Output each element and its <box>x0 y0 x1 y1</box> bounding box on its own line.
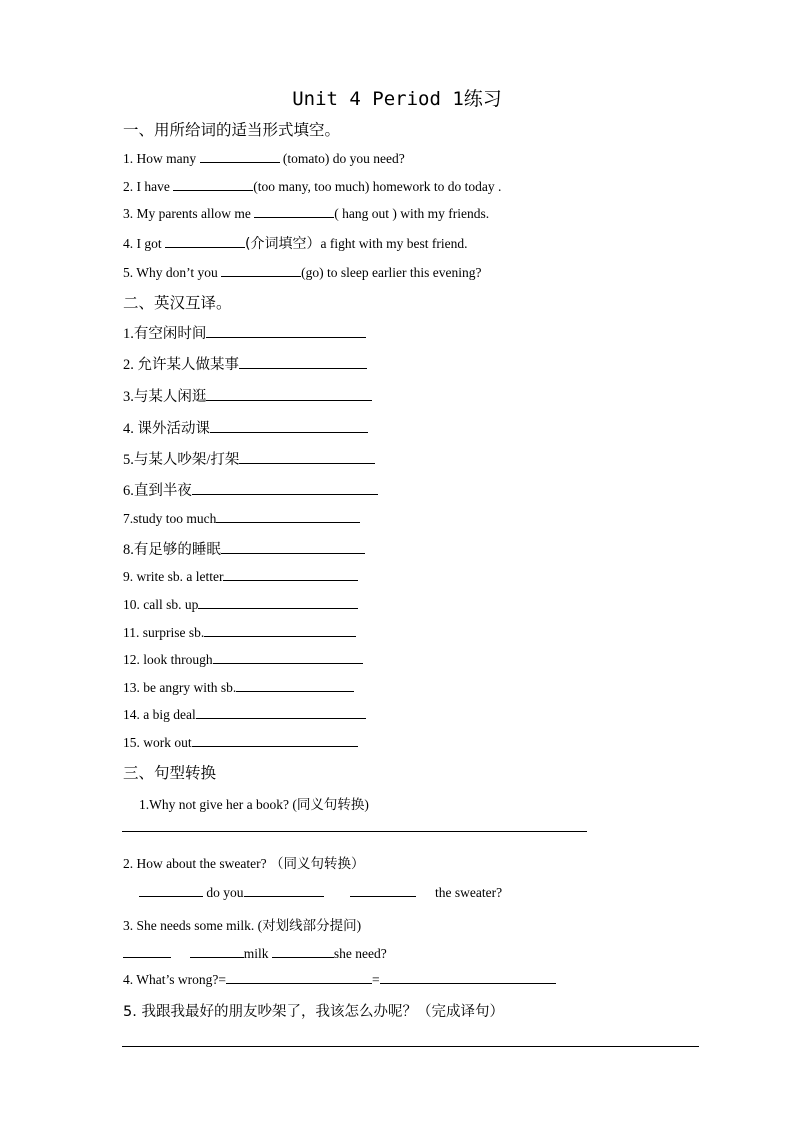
sentence-q4: 4. What’s wrong?= = <box>123 971 556 988</box>
sentence-q1: 1.Why not give her a book? (同义句转换) <box>139 797 369 812</box>
section1-heading: 一、用所给词的适当形式填空。 <box>123 121 341 139</box>
translation-item: 9. write sb. a letter <box>123 568 358 585</box>
answer-blank[interactable] <box>216 510 360 523</box>
translation-item: 5.与某人吵架/打架 <box>123 448 375 469</box>
answer-line[interactable] <box>122 1046 699 1047</box>
answer-blank[interactable] <box>239 356 367 369</box>
answer-blank[interactable] <box>244 884 324 897</box>
translation-item: 2. 允许某人做某事 <box>123 353 367 374</box>
answer-blank[interactable] <box>192 482 378 495</box>
section3-heading: 三、句型转换 <box>123 764 217 782</box>
sentence-q2: 2. How about the sweater? （同义句转换） <box>123 856 365 871</box>
answer-blank[interactable] <box>192 734 358 747</box>
answer-blank[interactable] <box>223 568 358 581</box>
sentence-q3-answer: milk she need? <box>123 945 387 962</box>
answer-blank[interactable] <box>173 178 253 191</box>
translation-item: 1.有空闲时间 <box>123 322 366 343</box>
answer-blank[interactable] <box>380 971 556 984</box>
answer-blank[interactable] <box>213 651 363 664</box>
answer-blank[interactable] <box>239 451 375 464</box>
translation-item: 11. surprise sb. <box>123 624 356 641</box>
answer-blank[interactable] <box>272 945 334 958</box>
exercise-1-3: 3. My parents allow me ( hang out ) with my friends. <box>123 206 490 221</box>
answer-blank[interactable] <box>206 325 366 338</box>
answer-blank[interactable] <box>254 205 334 218</box>
section2-heading: 二、英汉互译。 <box>123 294 232 312</box>
answer-blank[interactable] <box>190 945 244 958</box>
answer-blank[interactable] <box>221 541 365 554</box>
answer-blank[interactable] <box>196 706 366 719</box>
translation-item: 12. look through <box>123 651 363 668</box>
answer-blank[interactable] <box>210 420 368 433</box>
sentence-q3: 3. She needs some milk. (对划线部分提问) <box>123 918 362 933</box>
answer-blank[interactable] <box>165 235 245 248</box>
answer-blank[interactable] <box>206 388 372 401</box>
answer-blank[interactable] <box>200 150 280 163</box>
translation-item: 6.直到半夜 <box>123 479 378 500</box>
translation-item: 4. 课外活动课 <box>123 417 368 438</box>
translation-item: 7.study too much <box>123 510 360 527</box>
answer-blank[interactable] <box>236 679 354 692</box>
answer-blank[interactable] <box>350 884 416 897</box>
sentence-q2-answer: do you the sweater? <box>139 884 502 901</box>
answer-blank[interactable] <box>204 624 356 637</box>
answer-blank[interactable] <box>123 945 171 958</box>
translation-item: 3.与某人闲逛 <box>123 385 372 406</box>
exercise-1-2: 2. I have (too many, too much) homework to do today . <box>123 179 502 194</box>
translation-item: 15. work out <box>123 734 358 751</box>
exercise-1-1: 1. How many (tomato) do you need? <box>123 151 405 166</box>
answer-blank[interactable] <box>198 596 358 609</box>
answer-blank[interactable] <box>226 971 372 984</box>
answer-blank[interactable] <box>221 264 301 277</box>
translation-item: 8.有足够的睡眠 <box>123 538 365 559</box>
sentence-q5: 5. 我跟我最好的朋友吵架了，我该怎么办呢？（完成译句） <box>123 1004 504 1020</box>
page-title: Unit 4 Period 1练习 <box>292 88 502 110</box>
exercise-1-5: 5. Why don’t you (go) to sleep earlier this evening? <box>123 265 482 280</box>
translation-item: 10. call sb. up <box>123 596 358 613</box>
translation-item: 13. be angry with sb. <box>123 679 354 696</box>
translation-item: 14. a big deal <box>123 706 366 723</box>
answer-line[interactable] <box>122 831 587 832</box>
answer-blank[interactable] <box>139 884 203 897</box>
exercise-1-4: 4. I got (介词填空）a fight with my best friend. <box>123 236 468 252</box>
